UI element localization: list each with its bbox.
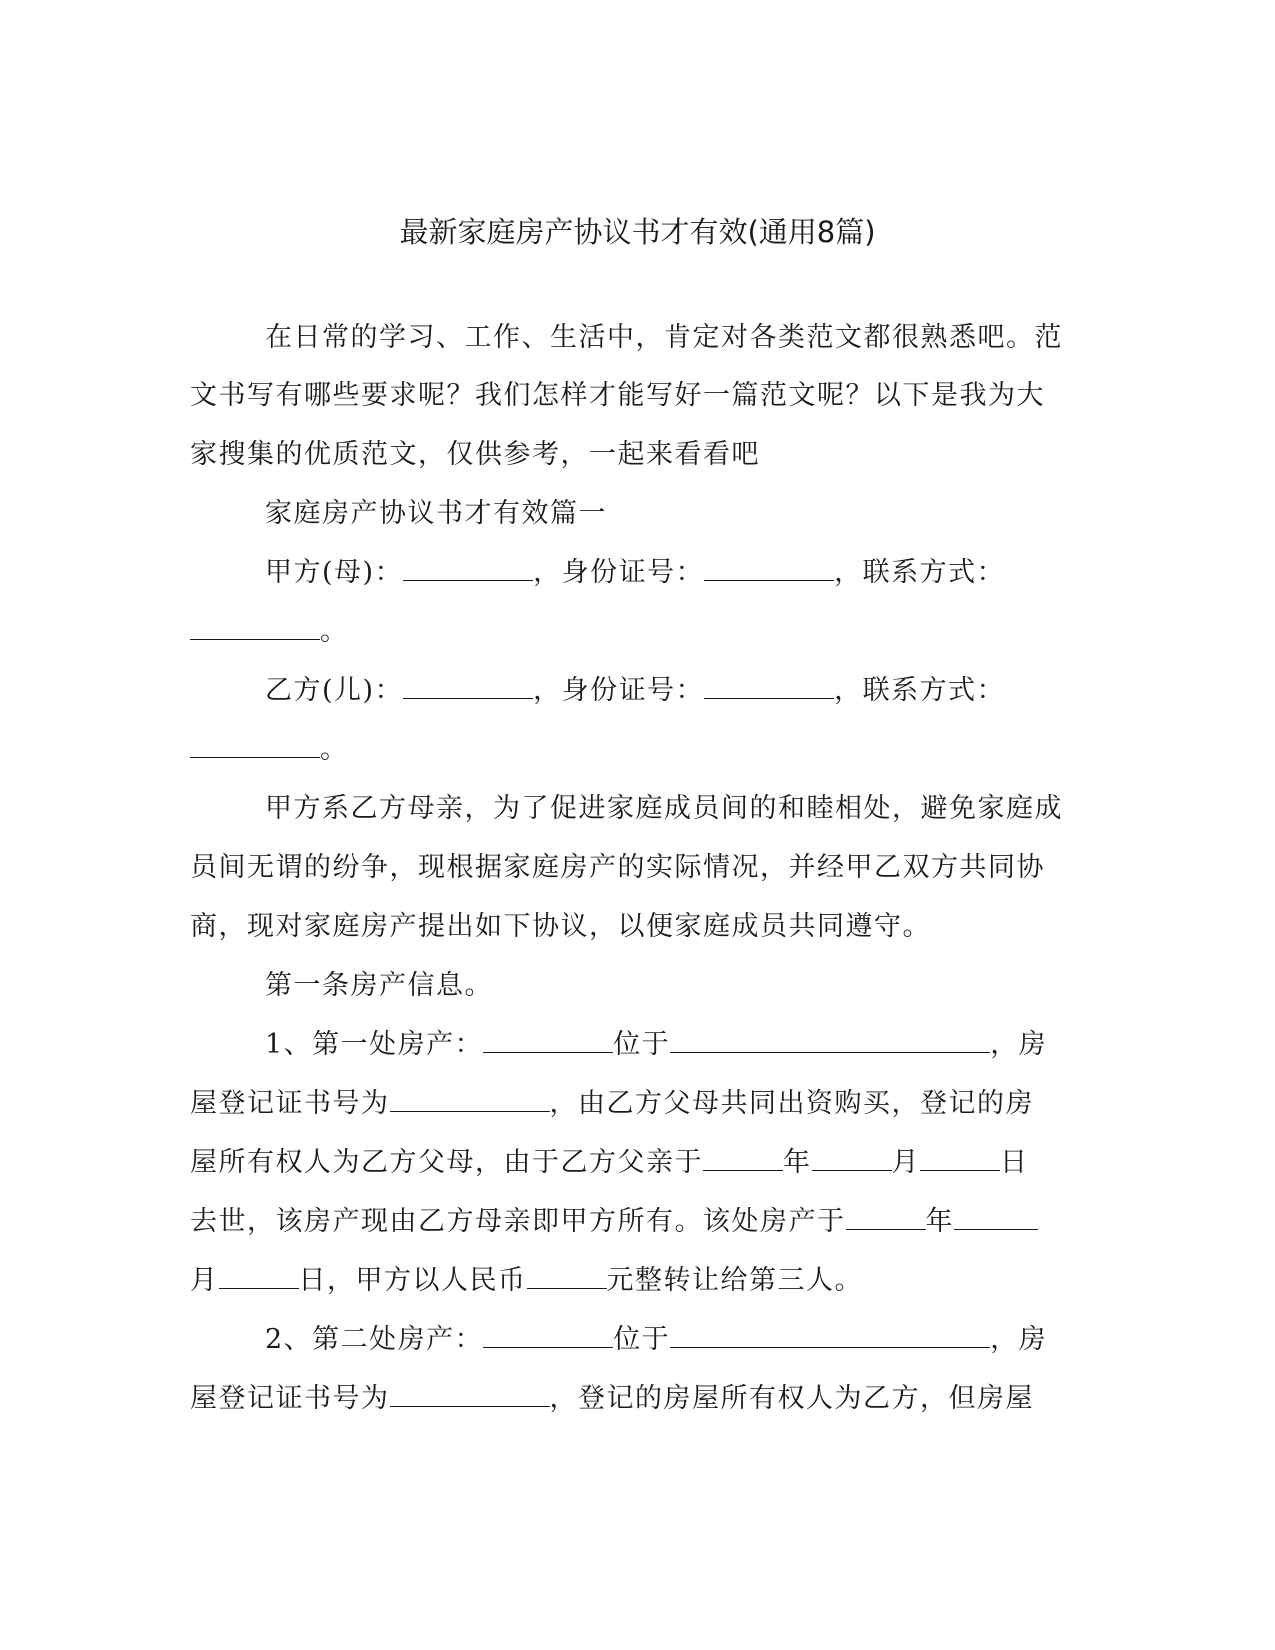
party-a-contact-line	[190, 612, 1080, 652]
article1-heading: 第一条房产信息。	[265, 970, 493, 1001]
property1-month-blank	[812, 1146, 892, 1171]
property1-address-blank	[670, 1028, 990, 1053]
property1-line-2	[190, 1084, 1080, 1124]
property1-line-4	[190, 1202, 1080, 1242]
property2-located: 位于	[613, 1324, 671, 1355]
preamble-line-2: 员间无谓的纷争，现根据家庭房产的实际情况，并经甲乙双方共同协	[190, 852, 1045, 883]
party-b-contact-label: ，联系方式：	[834, 675, 1006, 706]
property2-prefix: 2、第二处房产：	[265, 1324, 484, 1355]
property1-month2-blank	[954, 1205, 1038, 1230]
property1-day2-blank	[219, 1264, 299, 1289]
property2-comma-house: ，房	[990, 1324, 1048, 1355]
preamble-line-1: 甲方系乙方母亲，为了促进家庭成员间的和睦相处，避免家庭成	[265, 793, 1063, 824]
property2-name-blank	[483, 1323, 613, 1348]
property1-cert-prefix: 屋登记证书号为	[190, 1088, 390, 1119]
party-a-id-blank	[704, 556, 834, 581]
property1-year2: 年	[925, 1206, 954, 1237]
property1-line-5	[190, 1261, 1080, 1301]
property1-day-blank	[920, 1146, 1000, 1171]
intro-line-2: 文书写有哪些要求呢？我们怎样才能写好一篇范文呢？以下是我为大	[190, 380, 1045, 411]
document-title: 最新家庭房产协议书才有效(通用8篇)	[399, 215, 876, 249]
property1-day2: 日，甲方以人民币	[298, 1265, 527, 1296]
party-b-id-blank	[704, 674, 834, 699]
party-a-contact-blank	[190, 615, 320, 640]
property1-day: 日	[1000, 1147, 1029, 1178]
property1-passed-text: 去世，该房产现由乙方母亲即甲方所有。该处房产于	[190, 1206, 846, 1237]
property1-cert-blank	[390, 1087, 550, 1112]
property1-year2-blank	[846, 1205, 926, 1230]
party-a-end: 。	[320, 616, 349, 647]
property1-line-3	[190, 1143, 1080, 1183]
section-heading: 家庭房产协议书才有效篇一	[265, 498, 607, 529]
intro-line-3: 家搜集的优质范文，仅供参考，一起来看看吧	[190, 439, 760, 470]
party-a-label: 甲方(母)：	[265, 557, 404, 588]
property2-cert-suffix: ，登记的房屋所有权人为乙方，但房屋	[549, 1383, 1034, 1414]
property1-cert-suffix: ，由乙方父母共同出资购买，登记的房	[549, 1088, 1034, 1119]
property1-year: 年	[783, 1147, 812, 1178]
property1-month2: 月	[190, 1265, 219, 1296]
party-a-name-blank	[403, 556, 533, 581]
party-b-contact-line	[190, 730, 1080, 770]
property2-address-blank	[670, 1323, 990, 1348]
property1-comma-house: ，房	[990, 1029, 1048, 1060]
party-b-end: 。	[320, 734, 349, 765]
property2-cert-prefix: 屋登记证书号为	[190, 1383, 390, 1414]
property1-transfer-text: 元整转让给第三人。	[606, 1265, 863, 1296]
party-a-contact-label: ，联系方式：	[834, 557, 1006, 588]
party-b-line	[265, 671, 1155, 711]
property1-prefix: 1、第一处房产：	[265, 1029, 484, 1060]
property2-cert-blank	[390, 1382, 550, 1407]
property2-line-2	[190, 1379, 1080, 1419]
party-b-id-label: ，身份证号：	[533, 675, 705, 706]
party-b-name-blank	[403, 674, 533, 699]
party-b-contact-blank	[190, 733, 320, 758]
party-a-id-label: ，身份证号：	[533, 557, 705, 588]
property1-located: 位于	[613, 1029, 671, 1060]
intro-line-1: 在日常的学习、工作、生活中，肯定对各类范文都很熟悉吧。范	[265, 322, 1063, 353]
property1-name-blank	[483, 1028, 613, 1053]
property1-line-1	[265, 1025, 1155, 1065]
party-a-line	[265, 553, 1155, 593]
property1-owner-text: 屋所有权人为乙方父母，由于乙方父亲于	[190, 1147, 703, 1178]
property1-amount-blank	[527, 1264, 607, 1289]
property1-year-blank	[703, 1146, 783, 1171]
party-b-label: 乙方(儿)：	[265, 675, 404, 706]
property1-month: 月	[891, 1147, 920, 1178]
property2-line-1	[265, 1320, 1155, 1360]
preamble-line-3: 商，现对家庭房产提出如下协议，以便家庭成员共同遵守。	[190, 911, 931, 942]
